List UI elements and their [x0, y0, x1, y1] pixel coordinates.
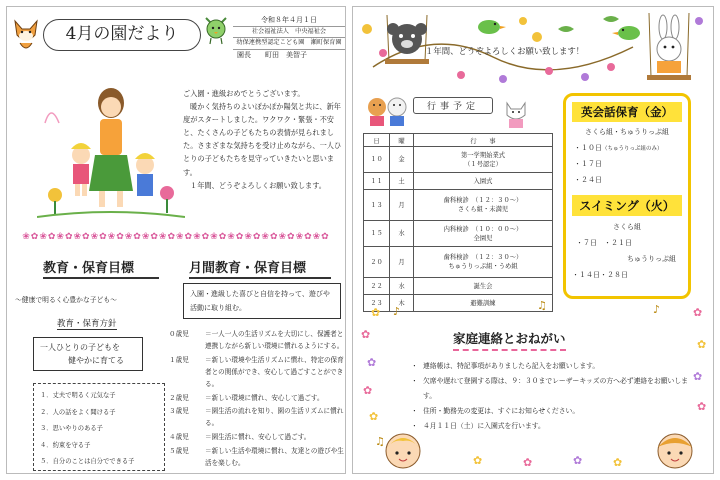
list-item: ・ 住所・勤務先の変更は、すぐにお知らせください。 — [413, 404, 693, 419]
table-row — [364, 295, 553, 312]
table-row — [364, 278, 553, 295]
policy-line-2: 健やかに育てる — [68, 356, 124, 365]
event-day: １１ — [364, 173, 390, 190]
flower-icon: ✿ — [693, 306, 703, 319]
fox-mascot-illustration — [11, 17, 41, 53]
age-label: ２歳児 — [169, 393, 189, 402]
swimming-dates: ・７日 ・２１日 — [576, 239, 632, 247]
corporation-name: 社会福祉法人 中央福祉会 — [233, 27, 345, 39]
bear-couple-illustration — [365, 91, 409, 127]
rabbit-on-swing-illustration — [643, 13, 695, 87]
event-day: ２０ — [364, 247, 390, 278]
column-header-day: 日 — [364, 134, 390, 147]
issue-date: 令和８年４月１日 — [233, 15, 345, 27]
flower-icon: ✿ — [369, 410, 379, 423]
policy-line-1: 一人ひとりの子どもを — [40, 343, 120, 352]
table-row — [364, 173, 553, 190]
event-weekday: 水 — [390, 221, 414, 247]
policy-box — [33, 337, 143, 371]
english-class-groups: さくら組・ちゅうりっぷ組 — [585, 128, 669, 136]
event-line: 誕生会 — [473, 282, 493, 290]
event-line: 歯科検診 （１２：３０～） — [443, 197, 523, 204]
swimming-group: さくら組 — [613, 223, 641, 231]
family-notice-list — [413, 359, 693, 434]
flower-icon: ✿ — [523, 456, 533, 469]
age-goal-text: ＝園生活に慣れ、安心して過ごす。 — [205, 433, 311, 442]
bird-mascot-illustration — [203, 15, 229, 45]
column-header-weekday: 曜 — [390, 134, 414, 147]
event-detail — [414, 147, 553, 173]
event-line: さくら組・未満児 — [457, 206, 509, 213]
welcome-message: １年間、どうぞよろしくお願い致します！ — [425, 46, 585, 56]
event-line: （１号認定） — [464, 160, 502, 168]
education-goals-heading: 教育・保育目標 — [43, 257, 159, 279]
age-goal-text: ＝新しい環境に慣れ、安心して過ごす。 — [205, 393, 324, 402]
cat-illustration — [501, 97, 531, 129]
list-item: ・ 欠席や遅れて登園する際は、９：３０までレーザーキッズの方へ必ず連絡をお願いします。 — [413, 374, 693, 404]
list-item: ・ 連絡帳は、特記事項がありましたら記入をお願いします。 — [413, 359, 693, 374]
music-note-icon: ♫ — [375, 435, 385, 448]
age-label: １歳児 — [169, 355, 189, 364]
green-bird-illustration — [607, 21, 647, 43]
policy-heading: 教育・保育方針 — [57, 319, 117, 329]
flower-icon: ✿ — [697, 338, 707, 351]
swimming-dates: ・１４日・２８日 — [572, 271, 628, 279]
age-label: ４歳児 — [169, 433, 189, 442]
goal-item-2: ２．人の話をよく聞ける子 — [40, 408, 116, 416]
green-bird-illustration — [471, 15, 511, 37]
event-line: ちゅうりっぷ組・うめ組 — [448, 263, 518, 270]
event-day: １３ — [364, 190, 390, 221]
age-label: ５歳児 — [169, 447, 189, 456]
table-row — [364, 247, 553, 278]
age-goal-text: ＝新しい生活や環境に慣れ、友達との遊びや生活を楽しむ。 — [205, 447, 344, 468]
age-goal-text: ＝一人一人の生活リズムを大切にし、保護者と連携しながら新しい環境に慣れるようにする。 — [205, 330, 344, 350]
age-goal-row — [169, 355, 347, 391]
event-line: 内科検診 （１０：００～） — [443, 225, 523, 233]
event-weekday: 月 — [390, 190, 414, 221]
flower-icon: ✿ — [473, 454, 483, 467]
monthly-goals-heading: 月間教育・保育目標 — [189, 257, 331, 279]
flower-icon: ✿ — [697, 400, 707, 413]
flower-icon: ✿ — [613, 456, 623, 469]
event-line: 入園式 — [473, 177, 493, 185]
goal-item-1: １．丈夫で明るく元気な子 — [40, 392, 116, 399]
swimming-heading: スイミング（火） — [572, 195, 682, 216]
age-goal-row — [169, 432, 347, 444]
music-note-icon: ♫ — [537, 299, 547, 312]
monthly-goal-box: 入園・進級した喜びと自信を持って、遊びや活動に取り組む。 — [183, 283, 341, 319]
age-goal-row — [169, 393, 347, 405]
event-detail — [414, 278, 553, 295]
event-detail — [414, 247, 553, 278]
event-day: ２２ — [364, 278, 390, 295]
goal-item-3: ３．思いやりのある子 — [40, 425, 103, 432]
flower-icon: ✿ — [361, 328, 371, 341]
table-row — [364, 190, 553, 221]
event-day: １０ — [364, 147, 390, 173]
swimming-group: ちゅうりっぷ組 — [627, 255, 676, 263]
event-weekday: 金 — [390, 147, 414, 173]
age-goal-row — [169, 446, 347, 470]
english-date: ・２４日 — [574, 176, 602, 184]
english-date-text: ・１０日 — [574, 144, 602, 152]
school-info — [233, 15, 345, 60]
table-row — [364, 221, 553, 247]
music-note-icon: ♪ — [393, 305, 401, 318]
teacher-children-walking-illustration — [37, 73, 185, 221]
goals-subtitle: ～健康で明るく心豊かな子ども～ — [15, 296, 117, 304]
event-day: １５ — [364, 221, 390, 247]
english-date: ・１７日 — [574, 160, 602, 168]
greeting-line-3: １年間、どうぞよろしくお願い致します。 — [190, 180, 326, 190]
flower-icon: ✿ — [363, 384, 373, 397]
event-line: 避難訓練 — [470, 299, 496, 307]
family-notice-heading: 家庭連絡とおねがい — [453, 329, 566, 351]
english-date — [572, 143, 682, 153]
event-weekday: 木 — [390, 295, 414, 312]
newsletter-title: 4月の園だより — [43, 19, 201, 51]
event-weekday: 土 — [390, 173, 414, 190]
english-date-note: （ちゅうりっぷ組のみ） — [602, 146, 663, 152]
english-class-heading: 英会話保育（金） — [572, 102, 682, 122]
flower-icon: ✿ — [371, 306, 381, 319]
flower-icon: ✿ — [693, 370, 703, 383]
event-schedule-table — [363, 133, 553, 312]
boy-face-illustration — [645, 427, 705, 471]
age-goal-row — [169, 406, 347, 430]
age-goal-row — [169, 329, 347, 353]
event-line: 歯科検診 （１２：３０～） — [443, 254, 523, 261]
column-header-event: 行 事 — [414, 134, 553, 147]
event-day: ２３ — [364, 295, 390, 312]
decorative-flower-band: ❀✿❀✿❀✿❀✿❀✿❀✿❀✿❀✿❀✿❀✿❀✿❀✿❀✿❀✿❀✿❀✿❀✿❀✿ — [22, 232, 330, 242]
age-label: ３歳児 — [169, 407, 189, 416]
table-row — [364, 147, 553, 173]
event-weekday: 月 — [390, 247, 414, 278]
greeting-line-2: 暖かく気持ちのよいぽかぽか陽気と共に、新年度がスタートしました。ワクワク・緊張・不安と、たくさんの子どもたちの表情が見られました。さまざまな気持ちを受け止めながら、一人ひとりの子どもたちを見守っていきたいと思います。 — [183, 102, 342, 177]
greeting-message — [183, 87, 343, 192]
age-label: ０歳児 — [169, 330, 189, 338]
music-note-icon: ♪ — [653, 303, 661, 316]
event-detail — [414, 221, 553, 247]
english-swimming-box — [563, 93, 691, 299]
event-weekday: 水 — [390, 278, 414, 295]
event-line: 第一学期始業式 — [460, 151, 506, 159]
age-goals-list — [169, 329, 347, 472]
goals-list — [33, 383, 165, 471]
left-page — [6, 6, 346, 474]
event-detail — [414, 190, 553, 221]
right-page — [352, 6, 714, 474]
goal-item-4: ４．約束を守る子 — [40, 441, 91, 449]
principal-name: 園長 町田 美智子 — [237, 50, 307, 59]
event-line: 全園児 — [473, 234, 493, 242]
girl-face-illustration — [373, 427, 433, 471]
flower-icon: ✿ — [573, 454, 583, 467]
event-detail — [414, 173, 553, 190]
flower-icon: ✿ — [367, 356, 377, 369]
event-detail — [414, 295, 553, 312]
event-schedule-heading: 行事予定 — [413, 97, 493, 114]
age-goal-text: ＝新しい環境や生活リズムに慣れ、特定の保育者との関係ができ、安心して過ごすことができる。 — [205, 355, 344, 388]
list-item: ・ ４月１１日（土）に入園式を行います。 — [413, 419, 693, 434]
age-goal-text: ＝園生活の流れを知り、園の生活リズムに慣れる。 — [205, 407, 344, 428]
goal-item-5: ５．自分のことは自分でできる子 — [40, 458, 135, 465]
school-name: 幼保連携型認定こども園 瀬町保育園 — [233, 38, 345, 50]
greeting-line-1: ご入園・進級おめでとうございます。 — [183, 89, 305, 98]
table-header-row — [364, 134, 553, 147]
